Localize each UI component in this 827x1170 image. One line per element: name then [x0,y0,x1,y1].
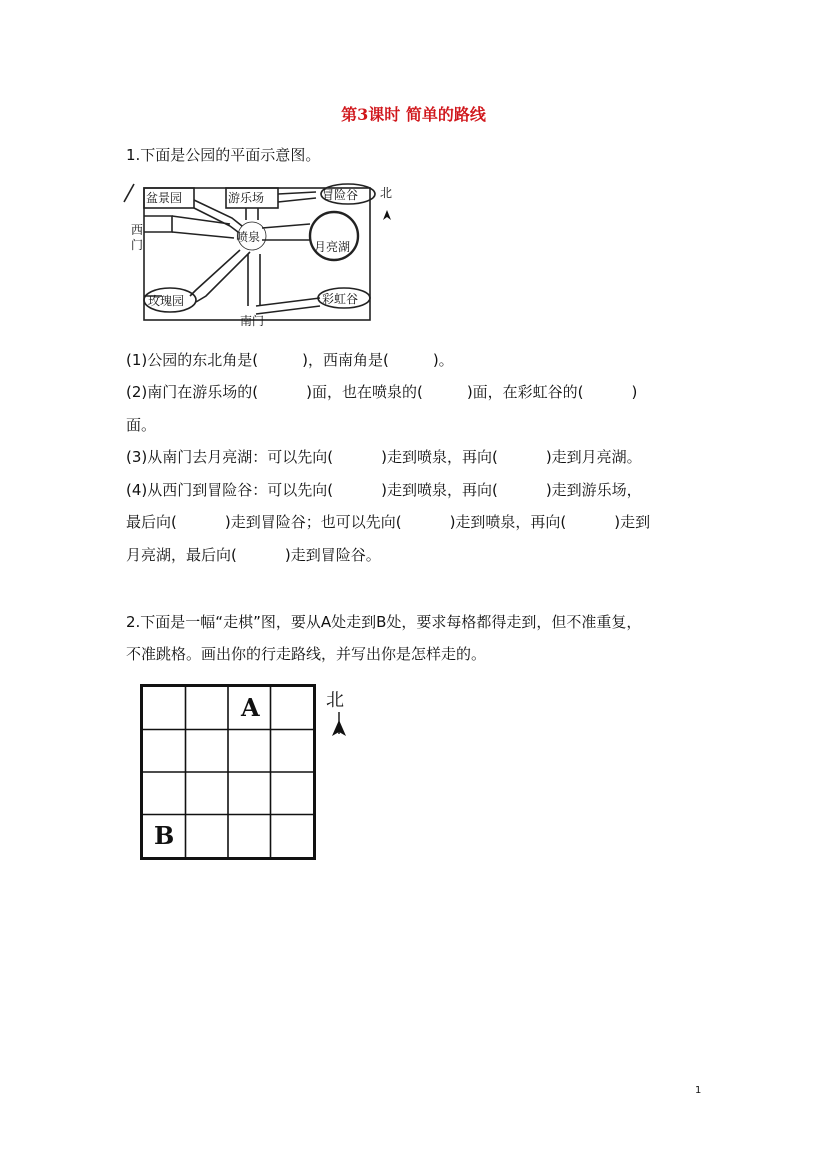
q1-part4-text-c: )走到游乐场， [545,481,642,499]
map-label-bonsai: 盆景园 [146,191,183,205]
q1-part4-text-g: )走到 [614,513,651,531]
q1-part3-text-b: )走到喷泉，再向( [381,448,498,466]
q1-part4-text-e: )走到冒险谷；也可以先向( [224,513,402,531]
q1-part3-text-c: )走到月亮湖。 [545,448,642,466]
map-label-west-gate-1: 西 [131,223,144,237]
q1-part4-text-h: 月亮湖，最后向( [126,546,237,564]
q2-north-label: 北 [326,690,344,711]
map-label-south-gate: 南门 [240,314,265,328]
q1-part1-text-a: (1)公园的东北角是( [126,351,259,369]
q2-line2: 不准跳格。画出你的行走路线，并写出你是怎样走的。 [126,645,487,663]
q1-part3 [126,447,642,467]
north-arrow-icon [330,712,348,738]
q1-part3-text-a: (3)从南门去月亮湖：可以先向( [126,448,334,466]
q1-part2-text-a: (2)南门在游乐场的( [126,383,259,401]
q1-part2-cont: 面。 [126,416,157,434]
page-number: 1 [695,1085,702,1096]
chess-grid [140,684,316,860]
q1-part2-text-c: )面，在彩虹谷的( [466,383,584,401]
map-label-rainbow: 彩虹谷 [322,292,359,306]
q1-part4-text-d: 最后向( [126,513,177,531]
q1-part2 [126,382,637,402]
q1-intro: 1.下面是公园的平面示意图。 [126,146,321,164]
q1-part1-text-c: )。 [432,351,454,369]
map-label-fountain: 喷泉 [236,230,261,244]
grid-cell-a-label: A [241,693,260,722]
map-label-rose: 玫瑰园 [148,294,185,308]
page-title: 第3课时 简单的路线 [341,105,486,124]
q1-part4-line2 [126,512,650,532]
q1-part2-text-b: )面，也在喷泉的( [306,383,423,401]
q1-part2-text-d: ) [631,383,638,401]
park-map [122,178,412,336]
map-label-north: 北 [380,186,393,200]
q1-part4 [126,480,642,500]
q1-part1 [126,350,454,370]
q1-part4-line3 [126,545,381,565]
map-label-west-gate-2: 门 [131,238,144,252]
q2-line1: 2.下面是一幅“走棋”图，要从A处走到B处，要求每格都得走到，但不准重复， [126,613,642,631]
q1-part4-text-i: )走到冒险谷。 [284,546,381,564]
q1-part4-text-a: (4)从西门到冒险谷：可以先向( [126,481,334,499]
q1-part1-text-b: )，西南角是( [302,351,389,369]
map-label-moon-lake: 月亮湖 [314,240,351,254]
map-label-playground: 游乐场 [228,191,265,205]
north-arrow-icon [383,210,391,220]
q1-part4-text-b: )走到喷泉，再向( [381,481,498,499]
grid-cell-b-label: B [154,821,175,850]
map-label-adventure: 冒险谷 [322,188,359,202]
q1-part4-text-f: )走到喷泉，再向( [449,513,567,531]
